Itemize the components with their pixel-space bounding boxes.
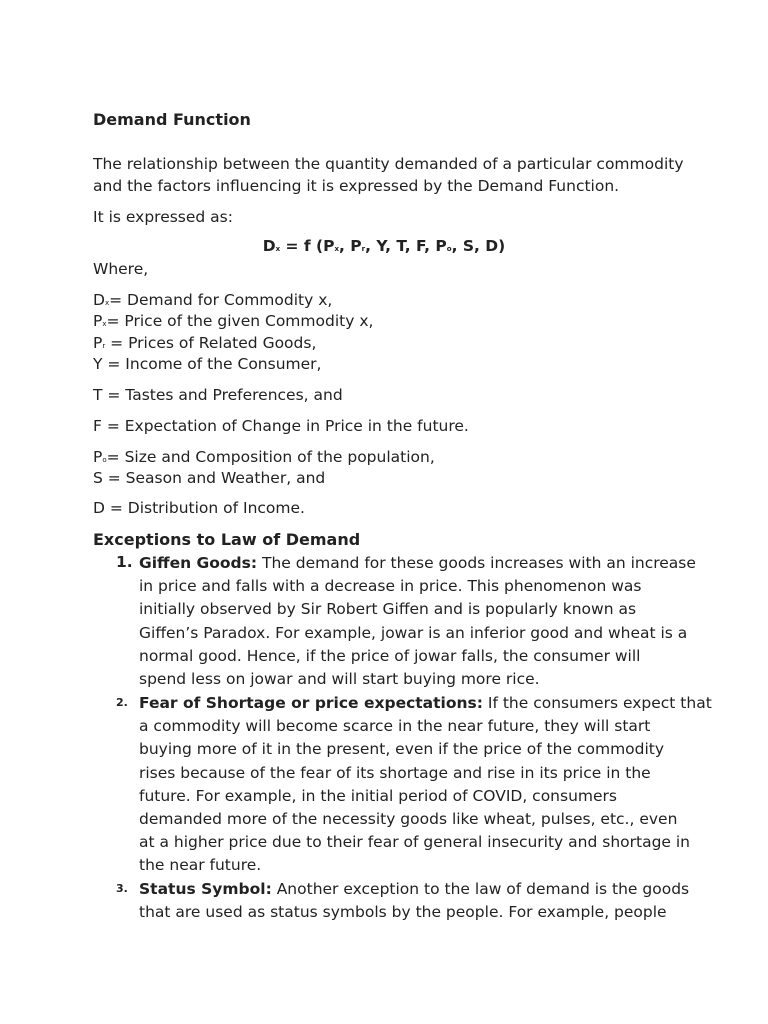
list-item-heading: Fear of Shortage or price expectations: <box>139 694 483 712</box>
definition-po-sub: o <box>102 456 107 464</box>
demand-formula <box>0 236 768 261</box>
definition-pr-symbol: P <box>93 334 103 352</box>
list-item-line <box>139 692 712 715</box>
list-item-text: The demand for these goods increases with an increase <box>257 554 696 572</box>
list-item-line: the near future. <box>139 856 262 875</box>
definition-dx-sub: x <box>104 299 110 307</box>
definition-po-symbol: P <box>93 448 103 466</box>
list-item-line: future. For example, in the initial period of COVID, consumers <box>139 786 617 805</box>
formula-po-sub: o <box>446 245 452 253</box>
list-item-body <box>139 692 712 878</box>
list-item-line: buying more of it in the present, even if the price of the commodity <box>139 740 665 759</box>
formula-comma: , P <box>339 237 362 255</box>
page-title: Demand Function <box>93 110 251 129</box>
definition-px <box>93 311 693 336</box>
list-item-body <box>139 552 699 691</box>
definition-d: D = Distribution of Income. <box>93 499 305 517</box>
expressed-as-text: It is expressed as: <box>93 208 233 226</box>
intro-line-1: The relationship between the quantity demanded of a particular commodity <box>93 155 684 173</box>
definition-dx-symbol: D <box>93 291 105 309</box>
formula-end: , S, D) <box>451 237 506 255</box>
list-item-line: demanded more of the necessity goods like wheat, pulses, etc., even <box>139 810 678 829</box>
definition-y: Y = Income of the Consumer, <box>93 355 322 373</box>
list-item-line <box>139 552 699 575</box>
formula-pr-sub: r <box>361 245 366 253</box>
list-item-line <box>139 878 699 901</box>
definition-pr-sub: r <box>102 342 106 350</box>
definition-px-sub: x <box>102 320 107 328</box>
where-text: Where, <box>93 260 149 278</box>
definition-dx-text: = Demand for Commodity x, <box>109 291 333 309</box>
definition-f: F = Expectation of Change in Price in the future. <box>93 417 469 435</box>
definition-pr-text: = Prices of Related Goods, <box>105 334 317 352</box>
formula-px-sub: x <box>334 245 340 253</box>
formula-d-sub: x <box>275 245 281 253</box>
list-item-number: 2. <box>116 696 128 709</box>
list-item-number: 1. <box>116 553 133 571</box>
list-item-line: at a higher price due to their fear of general insecurity and shortage in <box>139 833 691 852</box>
exceptions-heading: Exceptions to Law of Demand <box>93 530 361 549</box>
formula-d: D <box>262 237 276 255</box>
list-item-heading: Giffen Goods: <box>139 554 258 572</box>
definition-t: T = Tastes and Preferences, and <box>93 386 343 404</box>
list-item-heading: Status Symbol: <box>139 880 272 898</box>
list-item-number: 3. <box>116 882 128 895</box>
definition-s: S = Season and Weather, and <box>93 469 326 487</box>
formula-open: = f (P <box>280 237 335 255</box>
definition-px-symbol: P <box>93 312 103 330</box>
intro-line-2: and the factors influencing it is expressed by the Demand Function. <box>93 177 620 195</box>
list-item-body <box>139 878 699 924</box>
definition-po-text: = Size and Composition of the population, <box>106 448 435 466</box>
list-item-line: rises because of the fear of its shortage and rise in its price in the <box>139 763 651 782</box>
list-item-line: in price and falls with a decrease in price. This phenomenon was <box>139 577 642 596</box>
list-item-line: initially observed by Sir Robert Giffen and is popularly known as <box>139 600 637 619</box>
list-item-line: a commodity will become scarce in the near future, they will start <box>139 717 651 736</box>
list-item-text: If the consumers expect that <box>482 694 712 712</box>
definition-px-text: = Price of the given Commodity x, <box>106 312 374 330</box>
list-item-line: Giffen’s Paradox. For example, jowar is an inferior good and wheat is a <box>139 623 688 642</box>
formula-middle: , Y, T, F, P <box>365 237 447 255</box>
list-item-line: normal good. Hence, if the price of jowar falls, the consumer will <box>139 646 641 665</box>
list-item-line: spend less on jowar and will start buying more rice. <box>139 670 540 689</box>
list-item-line: that are used as status symbols by the people. For example, people <box>139 903 667 922</box>
list-item-text: Another exception to the law of demand is the goods <box>271 880 690 898</box>
